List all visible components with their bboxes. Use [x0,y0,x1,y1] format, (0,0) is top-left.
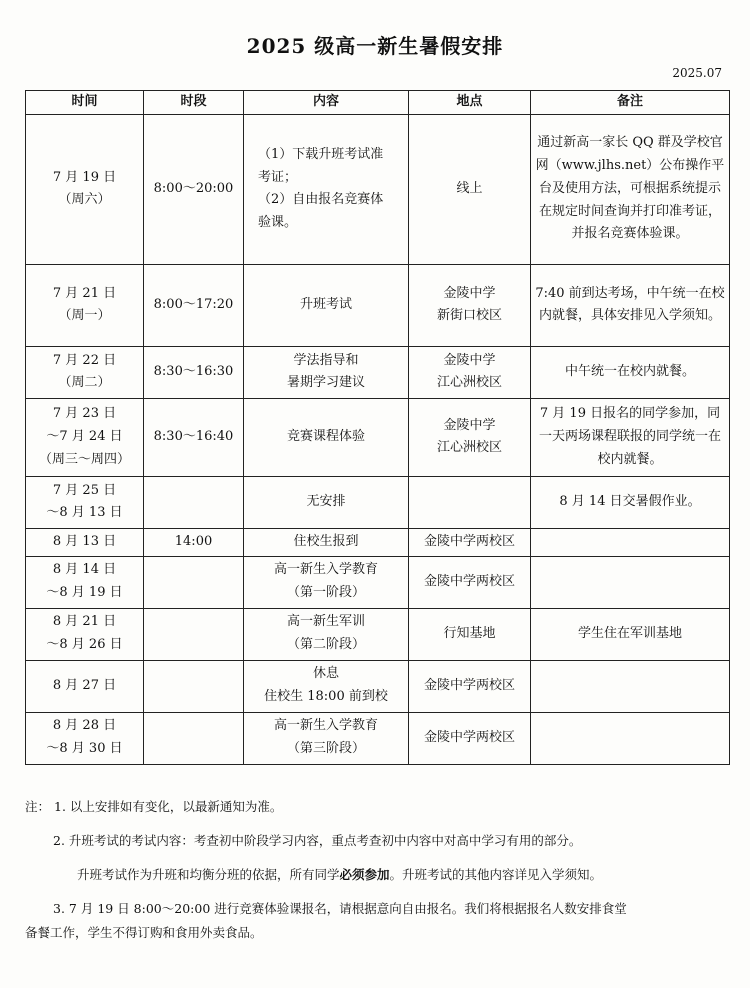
time-text: 8 月 21 日 [52,614,117,630]
table-row [26,660,730,712]
place-cell [409,398,531,476]
table-row [26,476,730,528]
note-text: 8 月 14 日交暑假作业。 [559,493,701,509]
table-row [26,528,730,556]
time-text: 8 月 27 日 [52,677,117,693]
content-cell [244,528,409,556]
time-text: （周一） [58,308,111,324]
time-cell [26,346,144,398]
time-text: 7 月 19 日 [52,169,117,185]
time-text: ～8 月 30 日 [46,741,123,756]
time-cell [26,114,144,264]
note-cell [531,476,730,528]
note-cell [531,114,730,264]
schedule-table-body [26,114,730,764]
note-cell [531,608,730,660]
time-text: ～8 月 19 日 [46,585,123,600]
time-text: 7 月 22 日 [52,352,117,368]
content-text: 学法指导和 [293,352,359,368]
table-header-row [26,91,730,115]
place-cell [409,528,531,556]
place-text: 金陵中学两校区 [423,573,515,589]
place-text: 江心洲校区 [436,375,502,391]
content-text: （2）自由报名竞赛体 [258,192,384,208]
time-text: 8 月 13 日 [52,533,117,549]
footnote-1-text: 以上安排如有变化，以最新通知为准。 [69,799,283,814]
period-cell [144,264,244,346]
place-cell [409,660,531,712]
footnote-3-label: 3. [53,901,65,916]
time-text: 8 月 14 日 [52,562,117,578]
note-text: 7 月 19 日报名的同学参加，同一天两场课程联报的同学统一在校内就餐。 [538,406,721,467]
content-text: （第二阶段） [286,637,365,652]
time-cell [26,264,144,346]
content-cell [244,476,409,528]
content-cell [244,660,409,712]
period-text: 8:30～16:40 [153,428,234,444]
table-row [26,398,730,476]
place-cell [409,114,531,264]
content-text: 休息 [312,666,339,682]
period-cell [144,528,244,556]
place-cell [409,476,531,528]
place-text: 江心洲校区 [436,440,502,456]
table-row [26,346,730,398]
table-row [26,556,730,608]
content-cell [244,712,409,764]
content-cell [244,346,409,398]
period-cell [144,660,244,712]
footnote-2b-text: 升班考试作为升班和均衡分班的依据，所有同学 [77,867,340,882]
footnote-3-continued: 备餐工作，学生不得订购和食用外卖食品。 [25,925,263,940]
period-text: 14:00 [174,533,213,549]
content-text: 无安排 [306,493,346,509]
time-text: 7 月 25 日 [52,482,117,498]
period-cell [144,476,244,528]
table-row [26,114,730,264]
table-row [26,264,730,346]
time-cell [26,556,144,608]
place-text: 金陵中学两校区 [423,677,515,693]
footnote-2 [53,831,725,851]
place-cell [409,712,531,764]
time-cell [26,712,144,764]
time-text: 7 月 23 日 [52,406,117,422]
place-text: 金陵中学 [443,285,496,301]
schedule-table [25,90,730,765]
period-cell [144,712,244,764]
place-text: 新街口校区 [436,308,502,324]
place-text: 金陵中学两校区 [423,533,515,549]
period-text: 8:00～20:00 [153,180,234,196]
time-text: （周二） [58,375,111,391]
time-text: 7 月 21 日 [52,285,117,301]
place-cell [409,556,531,608]
content-cell [244,608,409,660]
period-text: 8:30～16:30 [153,363,234,379]
content-text: 高一新生入学教育 [273,562,378,578]
footnote-3-text: 7 月 19 日 8:00～20:00 进行竞赛体验课报名，请根据意向自由报名。我们将根据报名人数安排食堂 [68,901,627,916]
period-text: 8:00～17:20 [153,296,234,312]
footnotes [25,797,725,957]
table-row [26,608,730,660]
footnote-1 [25,797,725,817]
content-text: 住校生 18:00 前到校 [264,689,388,704]
table-row [26,712,730,764]
content-cell [244,264,409,346]
time-cell [26,608,144,660]
content-text: （1）下载升班考试准 [258,146,384,162]
note-text: 通过新高一家长 QQ 群及学校官网（www.jlhs.net）公布操作平台及使用方法，可根据系统提示在规定时间查询并打印准考证，并报名竞赛体验课。 [535,135,725,242]
note-text: 学生住在军训基地 [577,625,682,641]
content-text: （第一阶段） [286,585,365,600]
content-text: （第三阶段） [286,741,365,756]
note-cell [531,556,730,608]
place-text: 金陵中学 [443,352,496,368]
footnote-2-label: 2. [53,833,65,848]
time-cell [26,660,144,712]
column-header-place: 地点 [409,91,531,115]
column-header-period: 时段 [144,91,244,115]
time-text: ～7 月 24 日 [46,428,123,444]
column-header-time: 时间 [26,91,144,115]
document-title: 2025 级高一新生暑假安排 [246,34,504,58]
footnote-2-text: 升班考试的考试内容：考查初中阶段学习内容，重点考查初中内容中对高中学习有用的部分。 [68,833,582,848]
content-text: 升班考试 [299,296,352,312]
place-cell [409,346,531,398]
period-cell [144,114,244,264]
time-text: （周三～周四） [38,451,130,467]
place-text: 金陵中学 [443,417,496,433]
content-text: 验课。 [258,215,298,230]
footnote-1-label: 1. [54,799,66,814]
place-text: 线上 [456,180,483,196]
footnote-3 [53,899,725,919]
content-text: 高一新生入学教育 [273,718,378,734]
content-cell [244,114,409,264]
footnote-prefix: 注： [25,799,51,814]
place-cell [409,264,531,346]
content-text: 暑期学习建议 [286,375,365,391]
time-cell [26,528,144,556]
note-cell [531,346,730,398]
footnote-2b-tail: 。升班考试的其他内容详见入学须知。 [389,867,603,882]
period-cell [144,556,244,608]
note-cell [531,264,730,346]
time-text: ～8 月 13 日 [46,505,123,521]
time-text: ～8 月 26 日 [46,637,123,652]
note-text: 7:40 前到达考场，中午统一在校内就餐，具体安排见入学须知。 [535,285,725,324]
note-text: 中午统一在校内就餐。 [564,363,695,379]
time-text: 8 月 28 日 [52,718,117,734]
content-cell [244,556,409,608]
period-cell [144,608,244,660]
content-text: 竞赛课程体验 [286,428,365,444]
note-cell [531,398,730,476]
place-text: 行知基地 [443,625,496,641]
column-header-note: 备注 [531,91,730,115]
content-text: 考证； [258,169,298,185]
period-cell [144,346,244,398]
document-date: 2025.07 [672,66,722,80]
content-text: 住校生报到 [293,533,359,549]
time-cell [26,398,144,476]
time-text: （周六） [58,192,111,208]
content-cell [244,398,409,476]
place-text: 金陵中学两校区 [423,729,515,745]
footnote-2b-emphasis: 必须参加 [339,867,390,882]
note-cell [531,660,730,712]
time-cell [26,476,144,528]
content-text: 高一新生军训 [286,614,365,630]
column-header-content: 内容 [244,91,409,115]
note-cell [531,528,730,556]
note-cell [531,712,730,764]
period-cell [144,398,244,476]
place-cell [409,608,531,660]
footnote-2-continued [25,865,725,885]
